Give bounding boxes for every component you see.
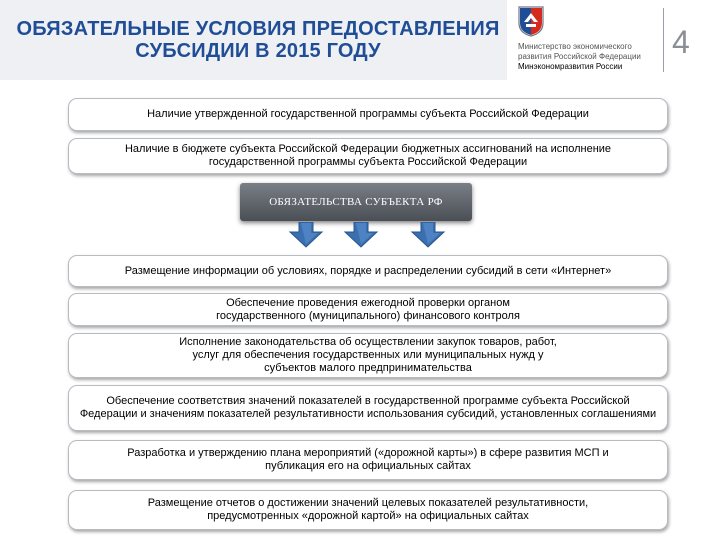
- condition-box-2: [68, 138, 668, 174]
- condition-box-1: [68, 98, 668, 131]
- down-arrow-icon: [410, 222, 446, 248]
- obligation-text-5: Разработка и утверждению плана мероприятий («дорожной карты») в сфере развития МСП и публикация его на официальных сайтах: [127, 447, 609, 472]
- obligation-box-3: [68, 333, 668, 378]
- obligation-text-4: Обеспечение соответствия значений показателей в государственной программе субъекта Российской Федерации и значениям показателей результативности использования субсидий, установленных соглашениями: [79, 395, 657, 420]
- slide-header: [0, 0, 720, 80]
- obligation-text-2: Обеспечение проведения ежегодной проверки органом государственного (муниципального) финансового контроля: [216, 296, 520, 322]
- ministry-emblem-icon: [516, 5, 546, 37]
- condition-text-1: Наличие утвержденной государственной программы субъекта Российской Федерации: [147, 108, 589, 120]
- down-arrow-icon: [343, 222, 379, 248]
- obligation-text-1: Размещение информации об условиях, порядке и распределении субсидий в сети «Интернет»: [124, 264, 612, 277]
- down-arrow-icon: [288, 222, 324, 248]
- page-number: 4: [672, 24, 690, 60]
- obligations-header: [240, 183, 472, 221]
- obligation-box-4: [68, 385, 668, 431]
- ministry-line-1: Министерство экономического: [518, 42, 632, 51]
- title-line-1: ОБЯЗАТЕЛЬНЫЕ УСЛОВИЯ ПРЕДОСТАВЛЕНИЯ: [16, 18, 500, 40]
- ministry-name: [518, 42, 668, 72]
- slide-title: [8, 18, 508, 62]
- ministry-line-2: развития Российской Федерации: [518, 52, 641, 61]
- obligation-text-6: Размещение отчетов о достижении значений целевых показателей результативности, предусмотренных «дорожной картой» на официальных сайтах: [147, 497, 589, 522]
- obligations-label: ОБЯЗАТЕЛЬСТВА СУБЪЕКТА РФ: [269, 196, 443, 208]
- obligation-box-5: [68, 440, 668, 480]
- obligation-box-2: [68, 293, 668, 326]
- title-line-2: СУБСИДИИ В 2015 ГОДУ: [135, 40, 381, 62]
- obligation-box-6: [68, 490, 668, 530]
- obligation-box-1: [68, 255, 668, 287]
- header-divider: [663, 8, 664, 72]
- obligation-text-3: Исполнение законодательства об осуществлении закупок товаров, работ, услуг для обеспечения государственных или муниципальных нужд у субъектов малого предпринимательства: [179, 336, 557, 374]
- ministry-short-name: Минэкономразвития России: [518, 62, 623, 71]
- condition-text-2: Наличие в бюджете субъекта Российской Федерации бюджетных ассигнований на исполнение государственной программы субъекта Российской Федерации: [124, 143, 612, 168]
